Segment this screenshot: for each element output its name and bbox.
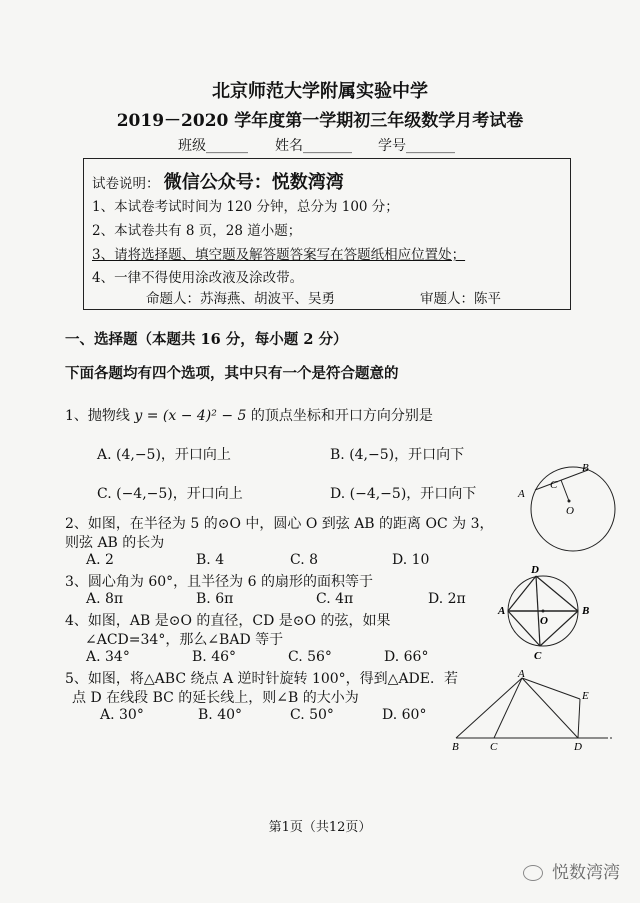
question-5-line-2: 点 D 在线段 BC 的延长线上，则∠B 的大小为 [72, 690, 359, 706]
exam-reviewer: 审题人：陈平 [420, 291, 501, 307]
question-5-line-1: 5、如图，将△ABC 绕点 A 逆时针旋转 100°，得到△ADE．若 [65, 671, 458, 687]
q1-option-c[interactable]: C. (−4,−5)，开口向上 [97, 486, 243, 502]
instruction-item-3: 3、请将选择题、填空题及解答题答案写在答题纸相应位置处； [92, 247, 466, 263]
q5-option-b[interactable]: B. 40° [198, 707, 243, 723]
q2-option-d[interactable]: D. 10 [392, 552, 430, 568]
fig1-label-c: C [550, 479, 558, 491]
question-4-line-1: 4、如图，AB 是⊙O 的直径，CD 是⊙O 的弦，如果 [65, 613, 391, 629]
instruction-item-1: 1、本试卷考试时间为 120 分钟，总分为 100 分； [92, 199, 399, 215]
fig2-label-b: B [582, 605, 590, 617]
q5-option-d[interactable]: D. 60° [382, 707, 427, 723]
name-field-label: 姓名_______ [275, 138, 352, 154]
q1-option-b[interactable]: B. (4,−5)，开口向下 [330, 447, 465, 463]
wechat-logo-icon [523, 865, 543, 881]
figure-q2-circle [510, 456, 630, 556]
question-2-line-2: 则弦 AB 的长为 [65, 535, 165, 551]
exam-title: 2019－2020 学年度第一学期初三年级数学月考试卷 [116, 111, 524, 131]
q1-option-a[interactable]: A. (4,−5)，开口向上 [97, 447, 231, 463]
question-1-formula: y = (x − 4)² − 5 [134, 408, 247, 424]
q2-option-c[interactable]: C. 8 [290, 552, 319, 568]
fig3-label-e: E [582, 690, 589, 702]
question-4-line-2: ∠ACD=34°，那么∠BAD 等于 [85, 632, 284, 648]
fig3-label-b: B [452, 741, 459, 753]
instructions-prefix: 试卷说明： [92, 176, 160, 192]
instruction-item-2: 2、本试卷共有 8 页，28 道小题； [92, 223, 302, 239]
student-id-field-label: 学号_______ [378, 138, 455, 154]
page-footer: 第1页（共12页） [268, 820, 372, 835]
fig2-label-o: O [540, 615, 548, 627]
section-title: 一、选择题（本题共 16 分，每小题 2 分） [65, 331, 348, 348]
q3-option-b[interactable]: B. 6π [196, 591, 234, 607]
watermark-text: 悦数湾湾 [552, 863, 620, 883]
section-note: 下面各题均有四个选项，其中只有一个是符合题意的 [65, 365, 399, 382]
wechat-account: 微信公众号：悦数湾湾 [163, 172, 344, 193]
q4-option-a[interactable]: A. 34° [86, 649, 130, 665]
fig2-label-c: C [534, 650, 542, 662]
watermark [523, 858, 620, 883]
question-2-line-1: 2、如图，在半径为 5 的⊙O 中，圆心 O 到弦 AB 的距离 OC 为 3， [65, 516, 494, 532]
school-name: 北京师范大学附属实验中学 [212, 81, 428, 102]
figure-q4-circle [496, 562, 606, 662]
q2-option-b[interactable]: B. 4 [196, 552, 225, 568]
q3-option-a[interactable]: A. 8π [86, 591, 124, 607]
fig3-label-a: A [518, 668, 525, 680]
class-field-label: 班级______ [178, 138, 248, 154]
q4-option-d[interactable]: D. 66° [384, 649, 429, 665]
instructions-heading [92, 168, 344, 194]
q2-option-a[interactable]: A. 2 [86, 552, 114, 568]
fig3-label-d: D [574, 741, 582, 753]
instructions-box [83, 158, 571, 310]
q4-option-c[interactable]: C. 56° [288, 649, 332, 665]
q3-option-c[interactable]: C. 4π [316, 591, 354, 607]
fig1-label-b: B [582, 462, 589, 474]
q5-option-c[interactable]: C. 50° [290, 707, 334, 723]
instruction-item-4: 4、一律不得使用涂改液及涂改带。 [92, 270, 304, 286]
figure-q5-triangles [442, 668, 614, 756]
q5-option-a[interactable]: A. 30° [100, 707, 144, 723]
fig2-label-d: D [531, 564, 539, 576]
question-1-lead: 1、抛物线 [65, 408, 130, 424]
question-1-tail: 的顶点坐标和开口方向分别是 [250, 408, 433, 424]
fig1-label-a: A [518, 488, 525, 500]
question-1 [65, 405, 433, 425]
q3-option-d[interactable]: D. 2π [428, 591, 466, 607]
fig3-label-c: C [490, 741, 498, 753]
q4-option-b[interactable]: B. 46° [192, 649, 237, 665]
fig1-label-o: O [566, 505, 574, 517]
fig2-label-a: A [498, 605, 506, 617]
exam-authors: 命题人：苏海燕、胡波平、吴勇 [146, 291, 335, 307]
question-3: 3、圆心角为 60°，且半径为 6 的扇形的面积等于 [65, 574, 373, 590]
q1-option-d[interactable]: D. (−4,−5)，开口向下 [330, 486, 477, 502]
